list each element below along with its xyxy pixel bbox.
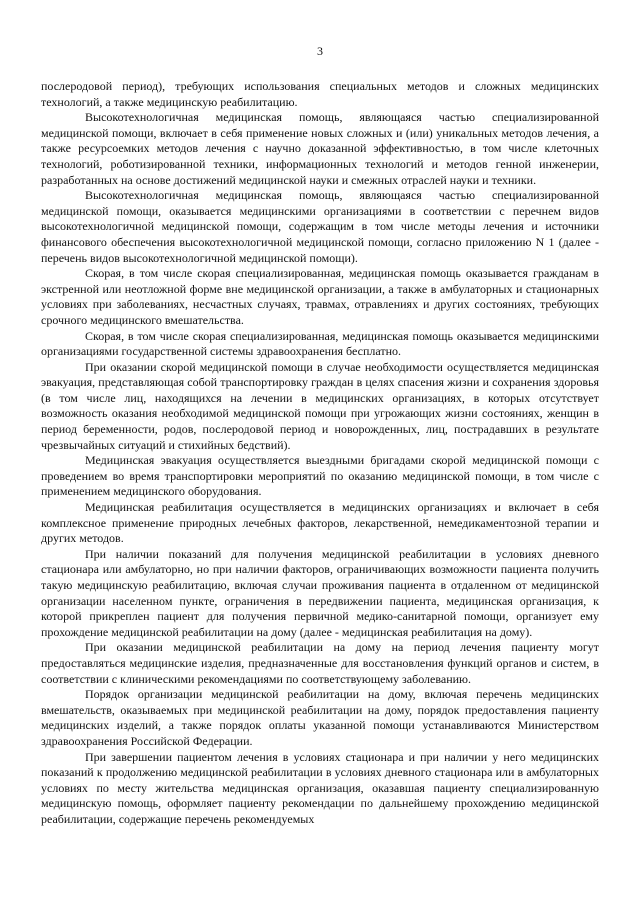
paragraph: послеродовой период), требующих использования специальных методов и сложных медицинских технологий, а также медицинскую реабилитацию. xyxy=(41,79,599,109)
paragraph: Скорая, в том числе скорая специализированная, медицинская помощь оказывается медицинскими организациями государственной системы здравоохранения бесплатно. xyxy=(41,328,599,359)
paragraph: Скорая, в том числе скорая специализированная, медицинская помощь оказывается гражданам в экстренной или неотложной форме вне медицинской организации, а также в амбулаторных и стационарных условиях при заболеваниях, несчастных случаях, травмах, отравлениях и других состояниях, требующих срочного медицинского вмешательства. xyxy=(41,266,599,327)
document-body xyxy=(41,79,599,828)
paragraph: Медицинская реабилитация осуществляется в медицинских организациях и включает в себя комплексное применение природных лечебных факторов, лекарственной, немедикаментозной терапии и других методов. xyxy=(41,500,599,546)
paragraph: При оказании медицинской реабилитации на дому на период лечения пациенту могут предоставляться медицинские изделия, предназначенные для восстановления функций органов и систем, в соответствии с клиническими рекомендациями по соответствующему заболеванию. xyxy=(41,640,599,686)
paragraph: При оказании скорой медицинской помощи в случае необходимости осуществляется медицинская эвакуация, представляющая собой транспортировку граждан в целях спасения жизни и сохранения здоровья (в том числе лиц, находящихся на лечении в медицинских организациях, в которых отсутствует возможность оказания необходимой медицинской помощи при угрожающих жизни состояниях, женщин в период беременности, родов, послеродовой период и новорожденных, лиц, пострадавших в результате чрезвычайных ситуаций и стихийных бедствий). xyxy=(41,359,599,452)
page-number: 3 xyxy=(317,44,323,58)
paragraph: При завершении пациентом лечения в условиях стационара и при наличии у него медицинских показаний к продолжению медицинской реабилитации в условиях дневного стационара или в амбулаторных условиях по месту жительства медицинская организация, оказавшая пациенту специализированную медицинскую помощь, оформляет пациенту рекомендации по дальнейшему прохождению медицинской реабилитации, содержащие перечень рекомендуемых xyxy=(41,749,599,826)
paragraph: Порядок организации медицинской реабилитации на дому, включая перечень медицинских вмешательств, оказываемых при медицинской реабилитации на дому, порядок предоставления пациенту медицинских изделий, а также порядок оплаты указанной помощи устанавливаются Министерством здравоохранения Российской Федерации. xyxy=(41,687,599,748)
paragraph: Высокотехнологичная медицинская помощь, являющаяся частью специализированной медицинской помощи, включает в себя применение новых сложных и (или) уникальных методов лечения, а также ресурсоемких методов лечения с научно доказанной эффективностью, в том числе клеточных технологий, роботизированной техники, информационных технологий и методов генной инженерии, разработанных на основе достижений медицинской науки и смежных отраслей науки и техники. xyxy=(41,110,599,187)
paragraph: Медицинская эвакуация осуществляется выездными бригадами скорой медицинской помощи с проведением во время транспортировки мероприятий по оказанию медицинской помощи, в том числе с применением медицинского оборудования. xyxy=(41,453,599,499)
paragraph: При наличии показаний для получения медицинской реабилитации в условиях дневного стационара или амбулаторно, но при наличии факторов, ограничивающих возможности пациента получить такую медицинскую реабилитацию, включая случаи проживания пациента в отдаленном от медицинской организации населенном пункте, ограничения в передвижении пациента, медицинская организация, к которой прикреплен пациент для получения первичной медико-санитарной помощи, организует ему прохождение медицинской реабилитации на дому (далее - медицинская реабилитация на дому). xyxy=(41,546,599,639)
paragraph: Высокотехнологичная медицинская помощь, являющаяся частью специализированной медицинской помощи, оказывается медицинскими организациями в соответствии с перечнем видов высокотехнологичной медицинской помощи, содержащим в том числе методы лечения и источники финансового обеспечения высокотехнологичной медицинской помощи, согласно приложению N 1 (далее - перечень видов высокотехнологичной медицинской помощи). xyxy=(41,188,599,265)
